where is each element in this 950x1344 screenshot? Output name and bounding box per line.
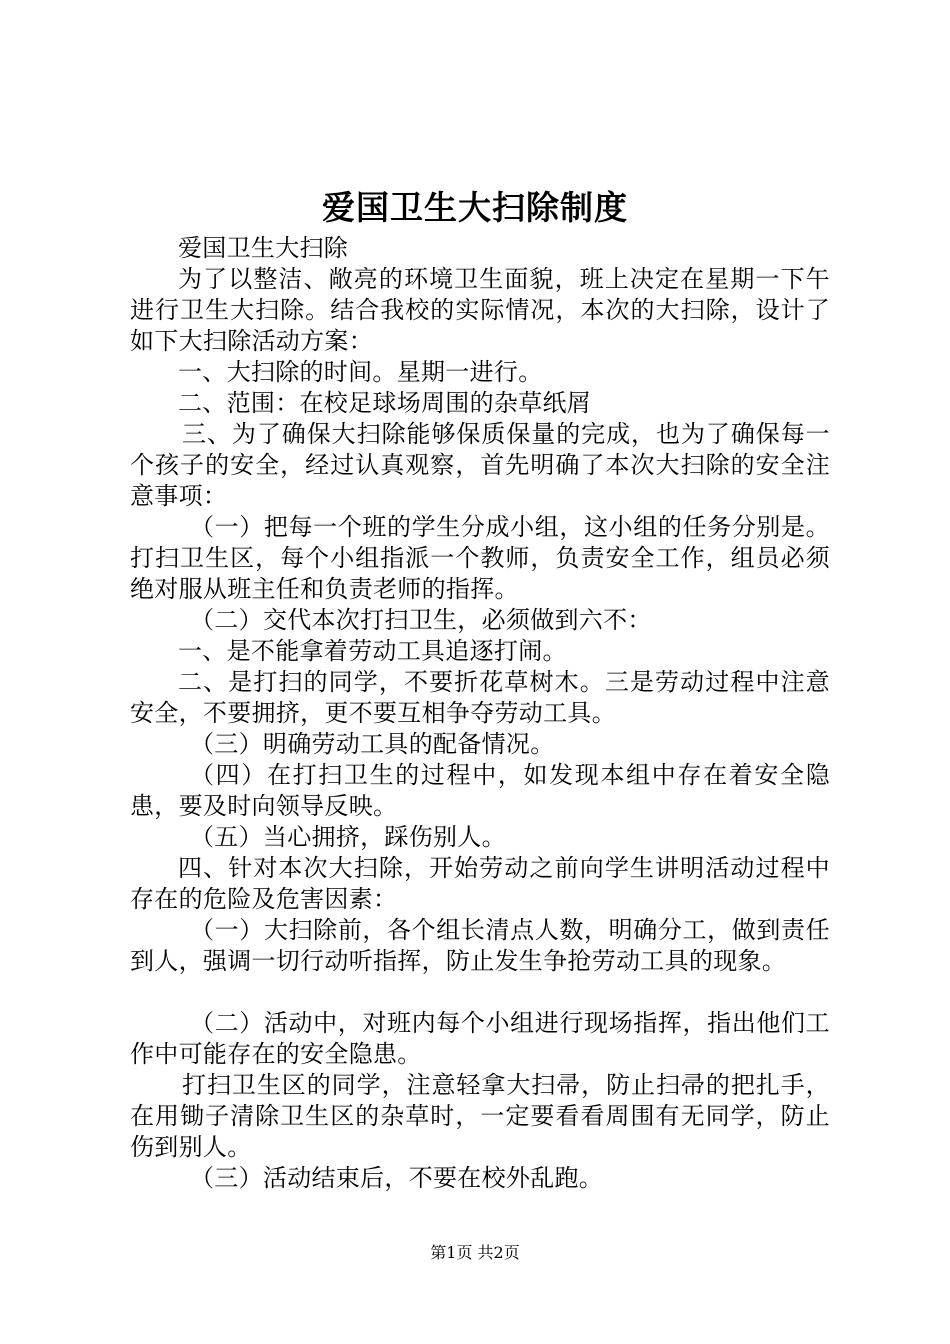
paragraph-sweeping: 打扫卫生区的同学，注意轻拿大扫帚，防止扫帚的把扎手，在用锄子清除卫生区的杂草时，一定要看看周围有无同学，防止伤到别人。 [130,1071,830,1161]
paragraph-six-rules: （二）交代本次打扫卫生，必须做到六不： [190,606,652,634]
blank-line [130,977,830,1008]
paragraph-crowding: （五）当心拥挤，踩伤别人。 [190,823,506,851]
paragraph-after: （三）活动结束后，不要在校外乱跑。 [190,1164,604,1192]
paragraph-rule-two: 二、是打扫的同学，不要折花草树木。三是劳动过程中注意安全，不要拥挤，更不要互相争夺劳动工具。 [130,668,830,727]
paragraph-heading: 爱国卫生大扫除 [178,234,349,262]
paragraph-during: （二）活动中，对班内每个小组进行现场指挥，指出他们工作中可能存在的安全隐患。 [130,1009,830,1068]
paragraph-hazard-report: （四）在打扫卫生的过程中，如发现本组中存在着安全隐患，要及时向领导反映。 [130,761,830,820]
paragraph-scope: 二、范围：在校足球场周围的杂草纸屑 [178,389,592,417]
paragraph-groups: （一）把每一个班的学生分成小组，这小组的任务分别是。打扫卫生区，每个小组指派一个教师，负责安全工作，组员必须绝对服从班主任和负责老师的指挥。 [130,513,830,603]
document-title: 爱国卫生大扫除制度 [322,188,628,227]
paragraph-rule-one: 一、是不能拿着劳动工具追逐打闹。 [178,637,567,665]
page-footer: 第1页 共2页 [430,1243,520,1262]
paragraph-before: （一）大扫除前，各个组长清点人数，明确分工，做到责任到人，强调一切行动听指挥，防止发生争抢劳动工具的现象。 [130,916,830,975]
paragraph-safety: 三、为了确保大扫除能够保质保量的完成，也为了确保每一个孩子的安全，经过认真观察，首先明确了本次大扫除的安全注意事项： [130,420,830,510]
document-body [130,233,830,1194]
paragraph-time: 一、大扫除的时间。星期一进行。 [178,358,543,386]
paragraph-intro: 为了以整洁、敞亮的环境卫生面貌，班上决定在星期一下午进行卫生大扫除。结合我校的实际情况，本次的大扫除，设计了如下大扫除活动方案： [130,265,830,355]
paragraph-risks: 四、针对本次大扫除，开始劳动之前向学生讲明活动过程中存在的危险及危害因素： [130,854,830,913]
paragraph-tools: （三）明确劳动工具的配备情况。 [190,730,555,758]
